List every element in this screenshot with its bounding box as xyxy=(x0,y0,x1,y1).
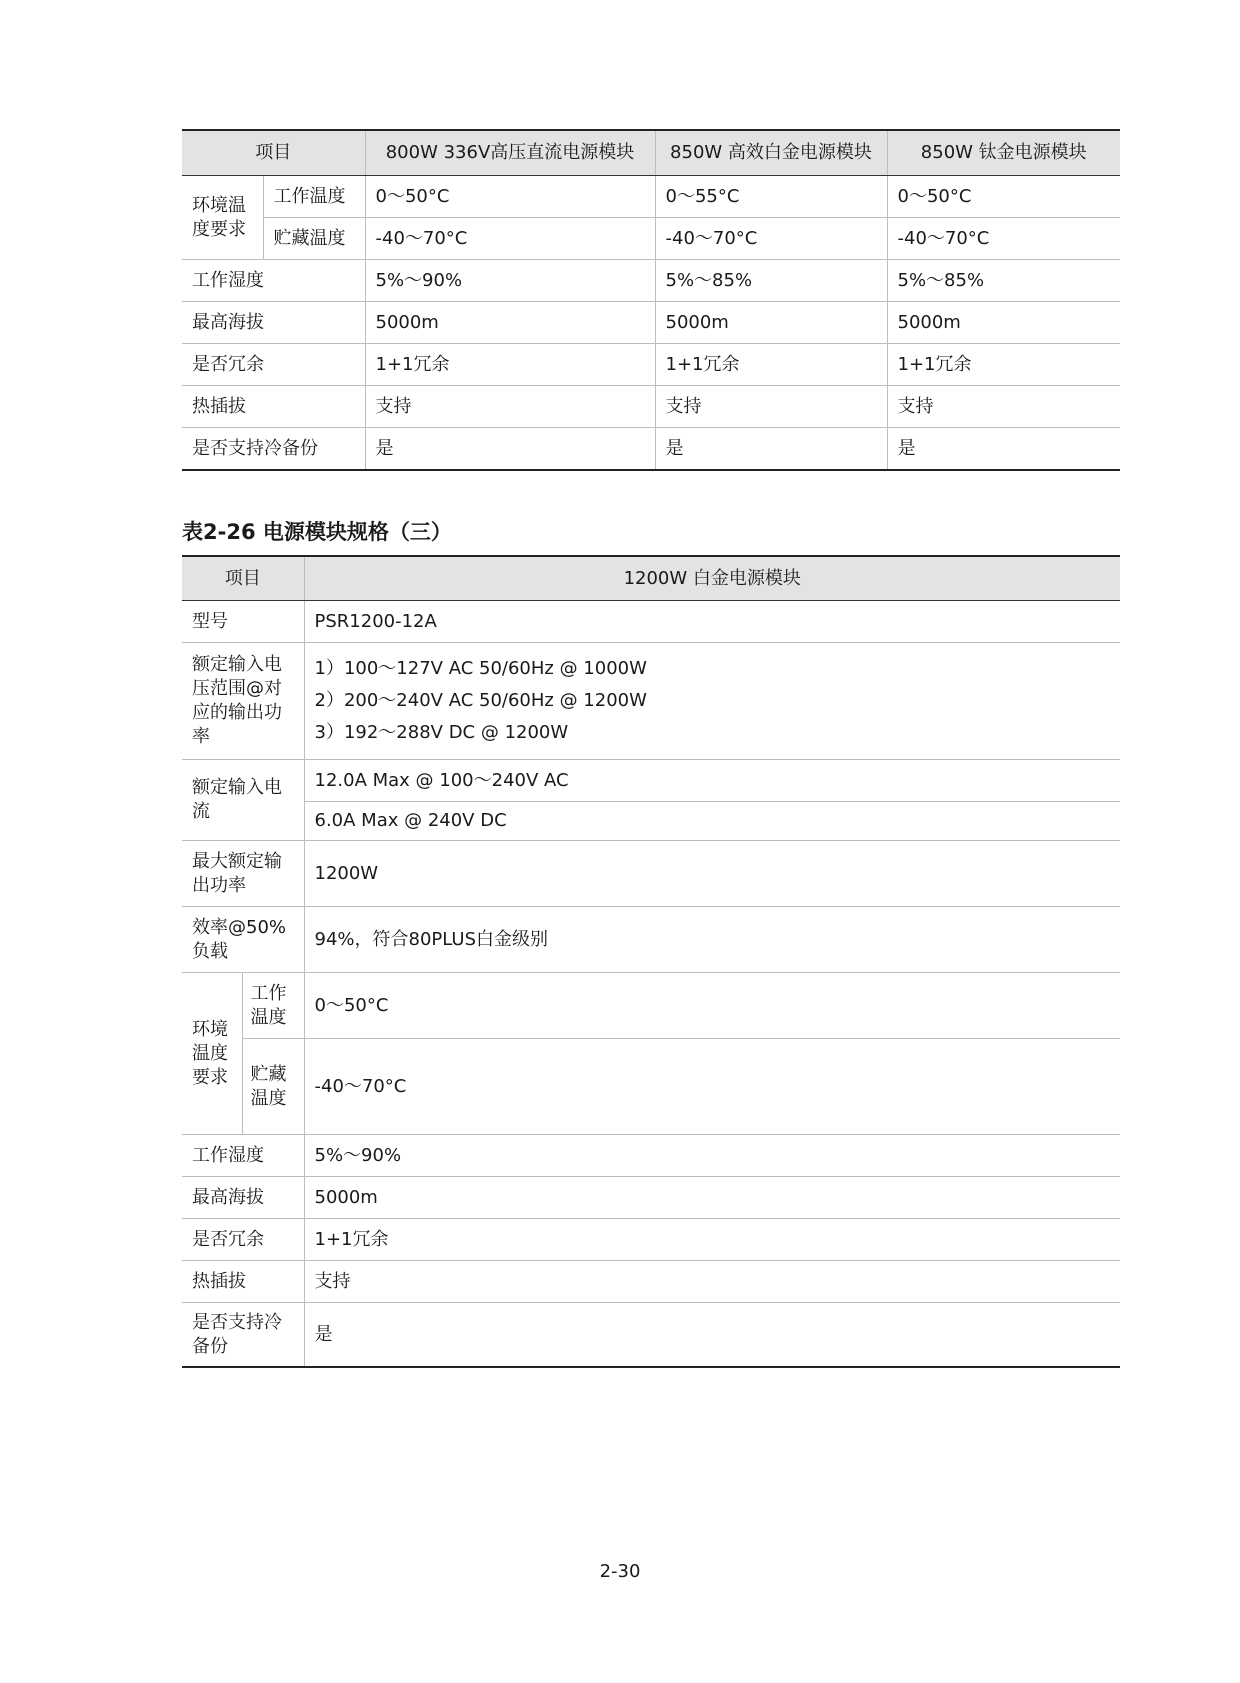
row-label: 是否支持冷备份 xyxy=(182,1303,304,1368)
header-cell: 1200W 白金电源模块 xyxy=(304,556,1120,601)
cell-value: 0～55°C xyxy=(655,176,887,218)
table-row xyxy=(182,428,1120,471)
row-label: 工作温度 xyxy=(242,973,304,1039)
cell-value: 94%，符合80PLUS白金级别 xyxy=(304,907,1120,973)
row-label: 最大额定输出功率 xyxy=(182,841,304,907)
cell-value: 5%～85% xyxy=(887,260,1120,302)
header-cell: 850W 高效白金电源模块 xyxy=(655,130,887,176)
table-row xyxy=(182,218,1120,260)
cell-value: 5000m xyxy=(365,302,655,344)
table-row xyxy=(182,302,1120,344)
row-label: 贮藏温度 xyxy=(263,218,365,260)
cell-value: 6.0A Max @ 240V DC xyxy=(304,802,1120,841)
cell-value: 1200W xyxy=(304,841,1120,907)
row-label: 是否冗余 xyxy=(182,1219,304,1261)
cell-value: 5000m xyxy=(655,302,887,344)
row-label: 贮藏温度 xyxy=(242,1039,304,1135)
cell-value: -40～70°C xyxy=(304,1039,1120,1135)
header-cell: 800W 336V高压直流电源模块 xyxy=(365,130,655,176)
cell-value: 5%～85% xyxy=(655,260,887,302)
cell-value: 是 xyxy=(655,428,887,471)
cell-value: 是 xyxy=(887,428,1120,471)
table-row xyxy=(182,760,1120,802)
cell-value: 0～50°C xyxy=(887,176,1120,218)
cell-value: -40～70°C xyxy=(887,218,1120,260)
row-label: 热插拔 xyxy=(182,1261,304,1303)
header-cell: 项目 xyxy=(182,556,304,601)
table-row xyxy=(182,802,1120,841)
env-temp-group-label: 环境温度要求 xyxy=(182,176,263,260)
table-row xyxy=(182,344,1120,386)
row-label: 额定输入电压范围@对应的输出功率 xyxy=(182,643,304,760)
cell-value: 0～50°C xyxy=(365,176,655,218)
table-caption: 表2-26 电源模块规格（三） xyxy=(182,520,452,544)
row-label: 是否冗余 xyxy=(182,344,365,386)
table-row xyxy=(182,643,1120,760)
cell-value: 支持 xyxy=(365,386,655,428)
table-row xyxy=(182,1135,1120,1177)
row-label: 型号 xyxy=(182,601,304,643)
table-row xyxy=(182,841,1120,907)
row-label: 是否支持冷备份 xyxy=(182,428,365,471)
row-label: 热插拔 xyxy=(182,386,365,428)
table-row xyxy=(182,176,1120,218)
cell-value: 5000m xyxy=(304,1177,1120,1219)
cell-value: 0～50°C xyxy=(304,973,1120,1039)
cell-value: 1+1冗余 xyxy=(365,344,655,386)
table-header-row xyxy=(182,130,1120,176)
row-label: 最高海拔 xyxy=(182,302,365,344)
cell-value: 1+1冗余 xyxy=(655,344,887,386)
cell-value: 支持 xyxy=(655,386,887,428)
voltage-range-line: 3）192～288V DC @ 1200W xyxy=(314,722,569,743)
row-label: 最高海拔 xyxy=(182,1177,304,1219)
cell-value: 是 xyxy=(365,428,655,471)
cell-value: 5000m xyxy=(887,302,1120,344)
row-label: 额定输入电流 xyxy=(182,760,304,841)
table-row xyxy=(182,1303,1120,1368)
table-header-row xyxy=(182,556,1120,601)
voltage-range-line: 2）200～240V AC 50/60Hz @ 1200W xyxy=(314,690,647,711)
table-row xyxy=(182,386,1120,428)
table-row xyxy=(182,1219,1120,1261)
power-module-spec-table-3 xyxy=(182,555,1120,1368)
page-number: 2-30 xyxy=(599,1561,641,1582)
cell-value: 5%～90% xyxy=(304,1135,1120,1177)
row-label: 效率@50%负载 xyxy=(182,907,304,973)
cell-value: 支持 xyxy=(304,1261,1120,1303)
cell-value: 支持 xyxy=(887,386,1120,428)
cell-value: 1+1冗余 xyxy=(304,1219,1120,1261)
cell-value xyxy=(304,643,1120,760)
power-module-spec-table-2 xyxy=(182,129,1120,471)
table-row xyxy=(182,907,1120,973)
cell-value: 12.0A Max @ 100～240V AC xyxy=(304,760,1120,802)
row-label: 工作湿度 xyxy=(182,260,365,302)
row-label: 工作温度 xyxy=(263,176,365,218)
row-label: 工作湿度 xyxy=(182,1135,304,1177)
header-cell: 项目 xyxy=(182,130,365,176)
table-row xyxy=(182,260,1120,302)
cell-value: -40～70°C xyxy=(365,218,655,260)
env-temp-group-label: 环境温度要求 xyxy=(182,973,242,1135)
cell-value: 是 xyxy=(304,1303,1120,1368)
table-row xyxy=(182,973,1120,1039)
table-row xyxy=(182,601,1120,643)
table-row xyxy=(182,1261,1120,1303)
cell-value: PSR1200-12A xyxy=(304,601,1120,643)
voltage-range-line: 1）100～127V AC 50/60Hz @ 1000W xyxy=(314,658,647,679)
cell-value: -40～70°C xyxy=(655,218,887,260)
cell-value: 1+1冗余 xyxy=(887,344,1120,386)
cell-value: 5%～90% xyxy=(365,260,655,302)
table-row xyxy=(182,1177,1120,1219)
table-row xyxy=(182,1039,1120,1135)
header-cell: 850W 钛金电源模块 xyxy=(887,130,1120,176)
